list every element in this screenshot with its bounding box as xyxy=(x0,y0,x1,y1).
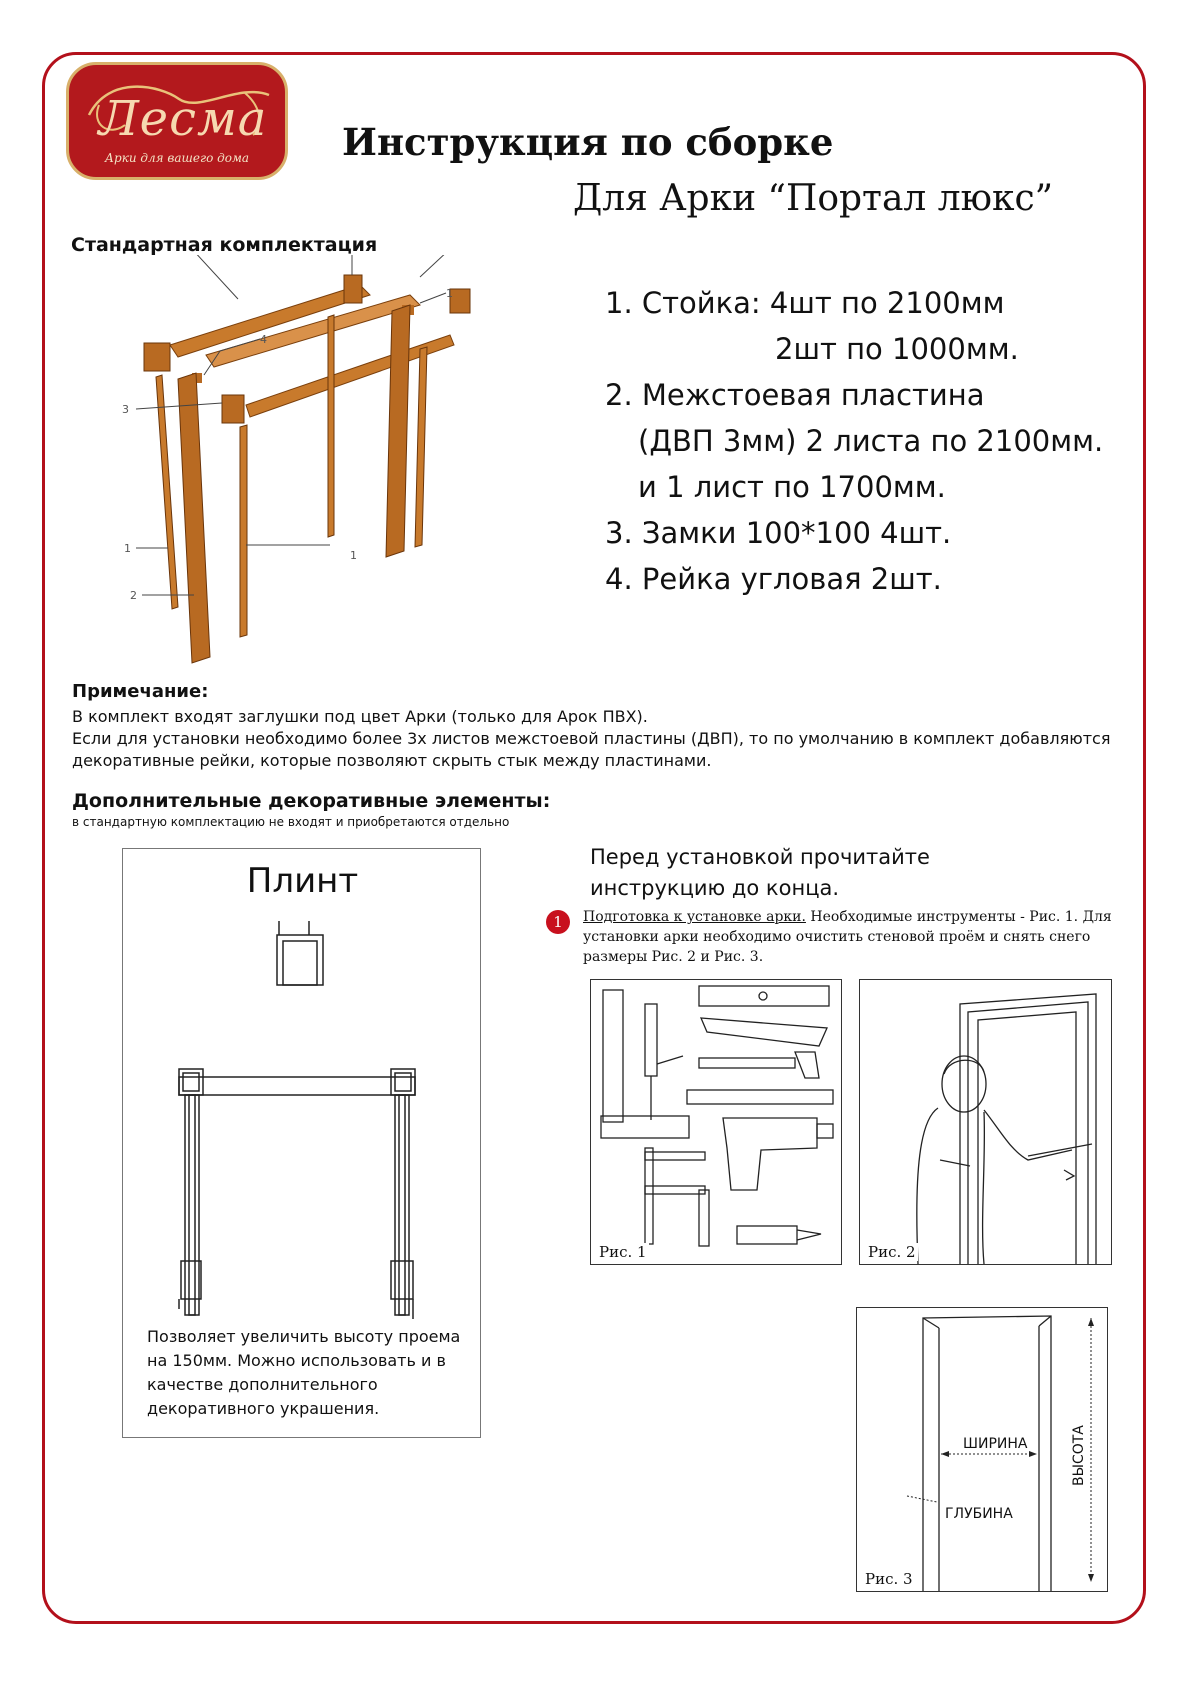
tools-drawing xyxy=(591,980,841,1264)
measuring-drawing xyxy=(860,980,1111,1264)
lock-block xyxy=(144,343,170,371)
plinth-panel xyxy=(122,848,481,1438)
plinth-description: Позволяет увеличить высоту проема на 150мм. Можно использовать и в качестве дополнительного декоративного украшения. xyxy=(147,1327,461,1418)
part-item: 3. Замки 100*100 4шт. xyxy=(605,516,952,550)
callout: 2 xyxy=(130,589,137,602)
callout: 1 xyxy=(446,287,453,300)
height-label: ВЫСОТА xyxy=(1071,1425,1087,1486)
note-line: В комплект входят заглушки под цвет Арки (только для Арок ПВХ). xyxy=(72,707,648,726)
post-wide xyxy=(386,305,410,557)
callout: 1 xyxy=(124,542,131,555)
post xyxy=(328,315,334,537)
assembly-diagram xyxy=(120,255,490,685)
part-item: 2. Межстоевая пластина xyxy=(605,378,985,412)
figure-1-label: Рис. 1 xyxy=(599,1243,647,1261)
dimensions-drawing xyxy=(857,1308,1107,1591)
lock-block xyxy=(450,289,470,313)
extras-heading: Дополнительные декоративные элементы: xyxy=(72,790,551,812)
step-body: Необходимые инструменты - Рис. 1. Для установки арки необходимо очистить стеновой проём и снять снего размеры Рис. 2 и Рис. 3. xyxy=(583,909,1112,965)
parts-list xyxy=(605,280,1165,602)
callout: 3 xyxy=(122,403,129,416)
brand-logo xyxy=(66,62,288,180)
post xyxy=(156,375,178,609)
part-item: 1. Стойка: 4шт по 2100мм xyxy=(605,286,1005,320)
figure-2-measuring xyxy=(859,979,1112,1265)
post xyxy=(415,347,427,547)
note-text xyxy=(72,706,1122,772)
part-item: и 1 лист по 1700мм. xyxy=(638,470,946,504)
page-subtitle: Для Арки “Портал люкс” xyxy=(573,178,1054,219)
part-item: 4. Рейка угловая 2шт. xyxy=(605,562,942,596)
plinth-title: Плинт xyxy=(246,861,359,901)
post-wide xyxy=(178,373,210,663)
read-first-notice: Перед установкой прочитайте инструкцию до конца. xyxy=(590,845,930,900)
part-item: (ДВП 3мм) 2 листа по 2100мм. xyxy=(638,424,1104,458)
plinth-drawing xyxy=(123,909,479,1319)
post xyxy=(240,425,247,637)
step-1-text xyxy=(583,907,1143,967)
step-number-badge: 1 xyxy=(546,910,570,934)
page-title: Инструкция по сборке xyxy=(342,120,834,164)
part-item: 2шт по 1000мм. xyxy=(775,332,1019,366)
lock-block xyxy=(222,395,244,423)
step-lead: Подготовка к установке арки. xyxy=(583,909,806,925)
logo-name: Лесма xyxy=(98,91,268,147)
figure-3-label: Рис. 3 xyxy=(865,1570,913,1588)
note-heading: Примечание: xyxy=(72,681,209,702)
callout xyxy=(452,255,459,256)
callout: 1 xyxy=(350,549,357,562)
lock-block xyxy=(344,275,362,303)
depth-label: ГЛУБИНА xyxy=(945,1506,1013,1522)
width-label: ШИРИНА xyxy=(963,1436,1028,1452)
note-line: Если для установки необходимо более 3х листов межстоевой пластины (ДВП), то по умолчанию в комплект добавляются декоративные рейки, которые позволяют скрыть стык между пластинами. xyxy=(72,729,1111,770)
figure-3-dimensions xyxy=(856,1307,1108,1592)
figure-2-label: Рис. 2 xyxy=(868,1243,916,1261)
callout: 4 xyxy=(260,333,267,346)
logo-tagline: Арки для вашего дома xyxy=(104,151,250,165)
standard-kit-heading: Стандартная комплектация xyxy=(71,234,378,256)
figure-1-tools xyxy=(590,979,842,1265)
extras-subheading: в стандартную комплектацию не входят и приобретаются отдельно xyxy=(72,815,510,829)
